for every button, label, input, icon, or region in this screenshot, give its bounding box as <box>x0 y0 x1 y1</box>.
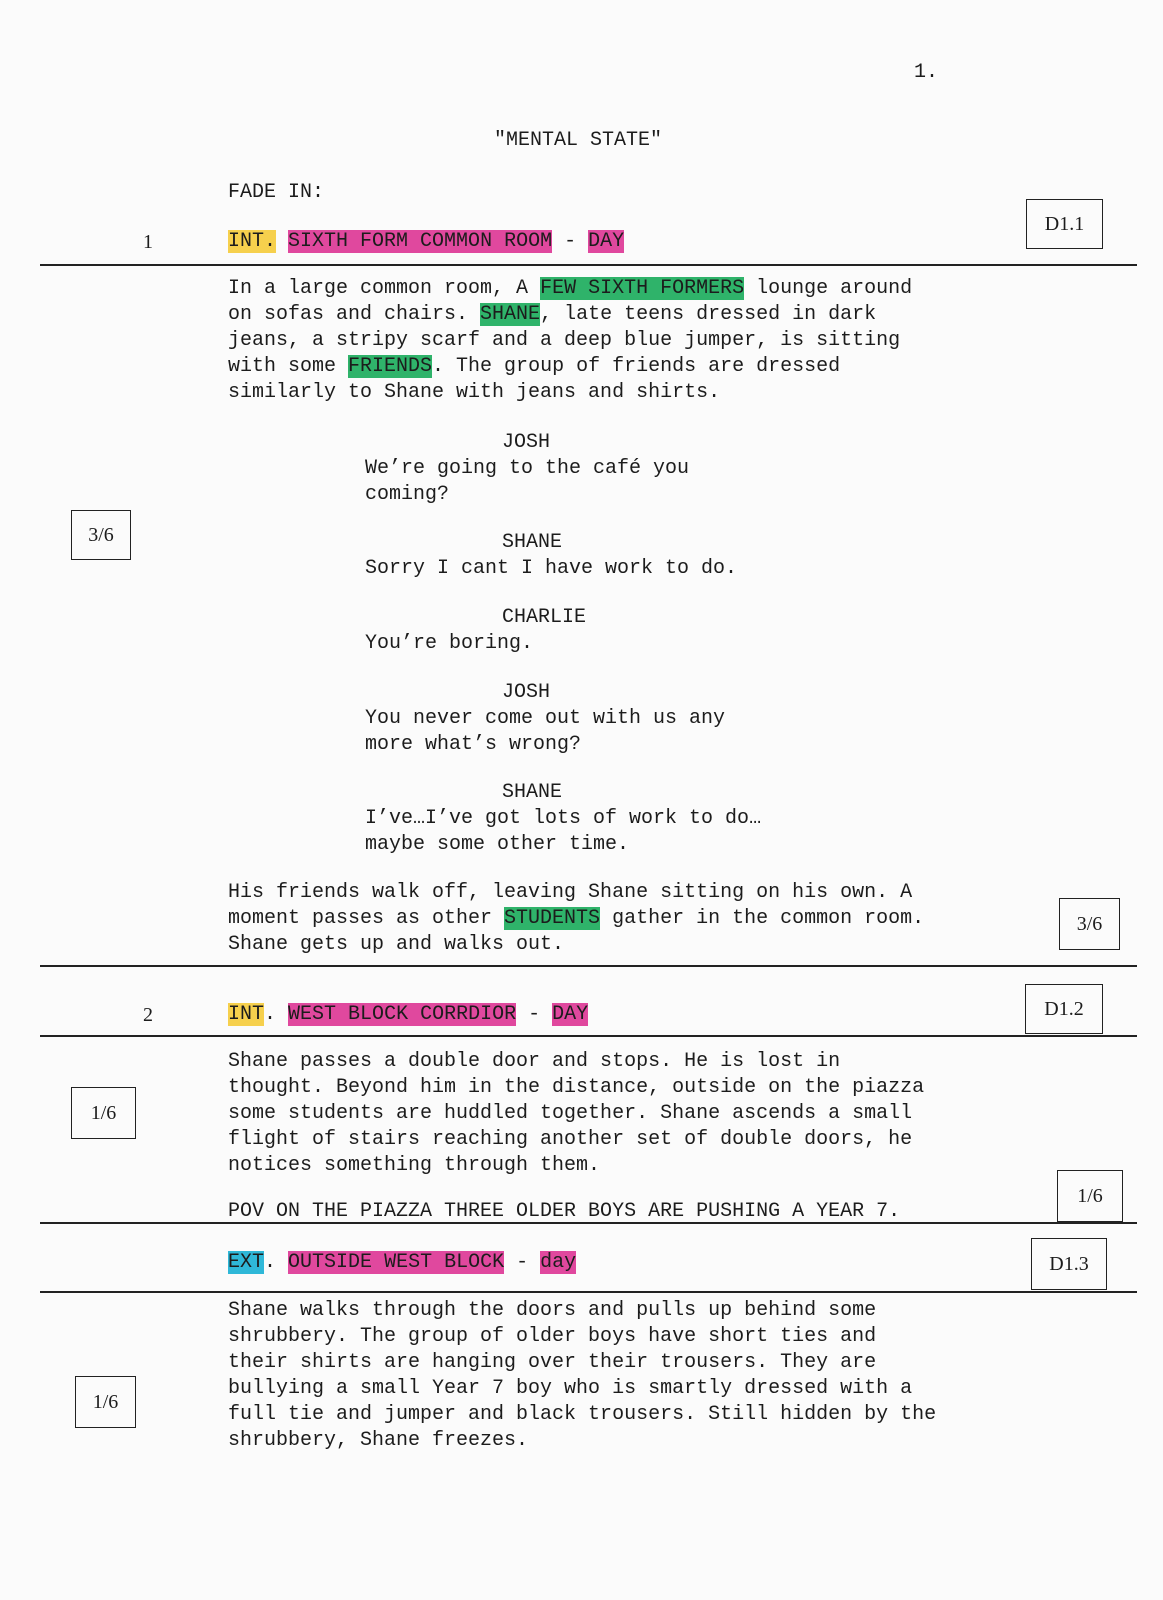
dialogue-line: coming? <box>365 483 450 506</box>
action-line: jeans, a stripy scarf and a deep blue jumper, is sitting <box>228 329 901 352</box>
scene-number: 2 <box>143 1004 153 1026</box>
character-name: CHARLIE <box>502 606 587 629</box>
dialogue-line: You never come out with us any <box>365 707 726 730</box>
int-marker: INT. <box>228 230 277 253</box>
scene-length-box: 1/6 <box>71 1087 136 1139</box>
time-of-day: day <box>540 1251 577 1274</box>
scene-length-box: 3/6 <box>71 510 131 560</box>
divider <box>40 1222 1137 1224</box>
action-line: some students are huddled together. Shane ascends a small <box>228 1102 913 1125</box>
dialogue-line: maybe some other time. <box>365 833 630 856</box>
action-line: Shane walks through the doors and pulls up behind some <box>228 1299 877 1322</box>
character-name: JOSH <box>502 681 551 704</box>
action-line: Shane gets up and walks out. <box>228 933 565 956</box>
dialogue-line: You’re boring. <box>365 632 534 655</box>
action-line: Shane passes a double door and stops. He is lost in <box>228 1050 841 1073</box>
transition-fade-in: FADE IN: <box>228 181 325 204</box>
action-line: moment passes as other STUDENTS gather in the common room. <box>228 907 925 930</box>
location: OUTSIDE WEST BLOCK <box>288 1251 505 1274</box>
character-name: JOSH <box>502 431 551 454</box>
action-line: with some FRIENDS. The group of friends are dressed <box>228 355 841 378</box>
dialogue-line: I’ve…I’ve got lots of work to do… <box>365 807 762 830</box>
scene-tag: D1.2 <box>1025 984 1103 1034</box>
action-line: full tie and jumper and black trousers. Still hidden by the <box>228 1403 937 1426</box>
divider <box>40 1035 1137 1037</box>
int-marker: INT <box>228 1003 265 1026</box>
script-title: "MENTAL STATE" <box>494 129 663 152</box>
scene-heading: INT. WEST BLOCK CORRDIOR - DAY <box>228 1003 589 1026</box>
location: SIXTH FORM COMMON ROOM <box>288 230 553 253</box>
dialogue-line: Sorry I cant I have work to do. <box>365 557 738 580</box>
character-highlight: SHANE <box>480 303 541 326</box>
heading-dash: - <box>516 1003 553 1026</box>
divider <box>40 264 1137 266</box>
time-of-day: DAY <box>552 1003 589 1026</box>
action-line: on sofas and chairs. SHANE, late teens dressed in dark <box>228 303 877 326</box>
time-of-day: DAY <box>588 230 625 253</box>
action-line: His friends walk off, leaving Shane sitting on his own. A <box>228 881 913 904</box>
action-line: their shirts are hanging over their trousers. They are <box>228 1351 877 1374</box>
dialogue-line: more what’s wrong? <box>365 733 582 756</box>
scene-length-box: 1/6 <box>75 1376 136 1428</box>
scene-tag: D1.3 <box>1031 1238 1107 1290</box>
scene-heading <box>228 229 624 255</box>
character-name: SHANE <box>502 781 563 804</box>
ext-marker: EXT <box>228 1251 265 1274</box>
action-line: thought. Beyond him in the distance, outside on the piazza <box>228 1076 925 1099</box>
action-line: In a large common room, A FEW SIXTH FORMERS lounge around <box>228 277 913 300</box>
heading-dash: - <box>504 1251 541 1274</box>
dialogue-line: We’re going to the café you <box>365 457 690 480</box>
divider <box>40 965 1137 967</box>
action-line: flight of stairs reaching another set of double doors, he <box>228 1128 913 1151</box>
scene-heading: EXT. OUTSIDE WEST BLOCK - day <box>228 1251 577 1274</box>
character-highlight: FRIENDS <box>348 355 433 378</box>
divider <box>40 1291 1137 1293</box>
character-highlight: FEW SIXTH FORMERS <box>540 277 745 300</box>
action-line: bullying a small Year 7 boy who is smartly dressed with a <box>228 1377 913 1400</box>
character-name: SHANE <box>502 531 563 554</box>
scene-tag: D1.1 <box>1026 199 1103 249</box>
action-line: notices something through them. <box>228 1154 601 1177</box>
character-highlight: STUDENTS <box>504 907 601 930</box>
page-number: 1. <box>914 61 939 84</box>
scene-number: 1 <box>143 231 153 253</box>
scene-length-box: 1/6 <box>1057 1170 1123 1222</box>
pov-line: POV ON THE PIAZZA THREE OLDER BOYS ARE PUSHING A YEAR 7. <box>228 1200 901 1221</box>
scene-length-box: 3/6 <box>1059 898 1120 950</box>
action-line: similarly to Shane with jeans and shirts. <box>228 381 721 404</box>
heading-dash: - <box>552 230 589 253</box>
action-line: shrubbery, Shane freezes. <box>228 1429 529 1452</box>
location: WEST BLOCK CORRDIOR <box>288 1003 517 1026</box>
action-line: shrubbery. The group of older boys have short ties and <box>228 1325 877 1348</box>
